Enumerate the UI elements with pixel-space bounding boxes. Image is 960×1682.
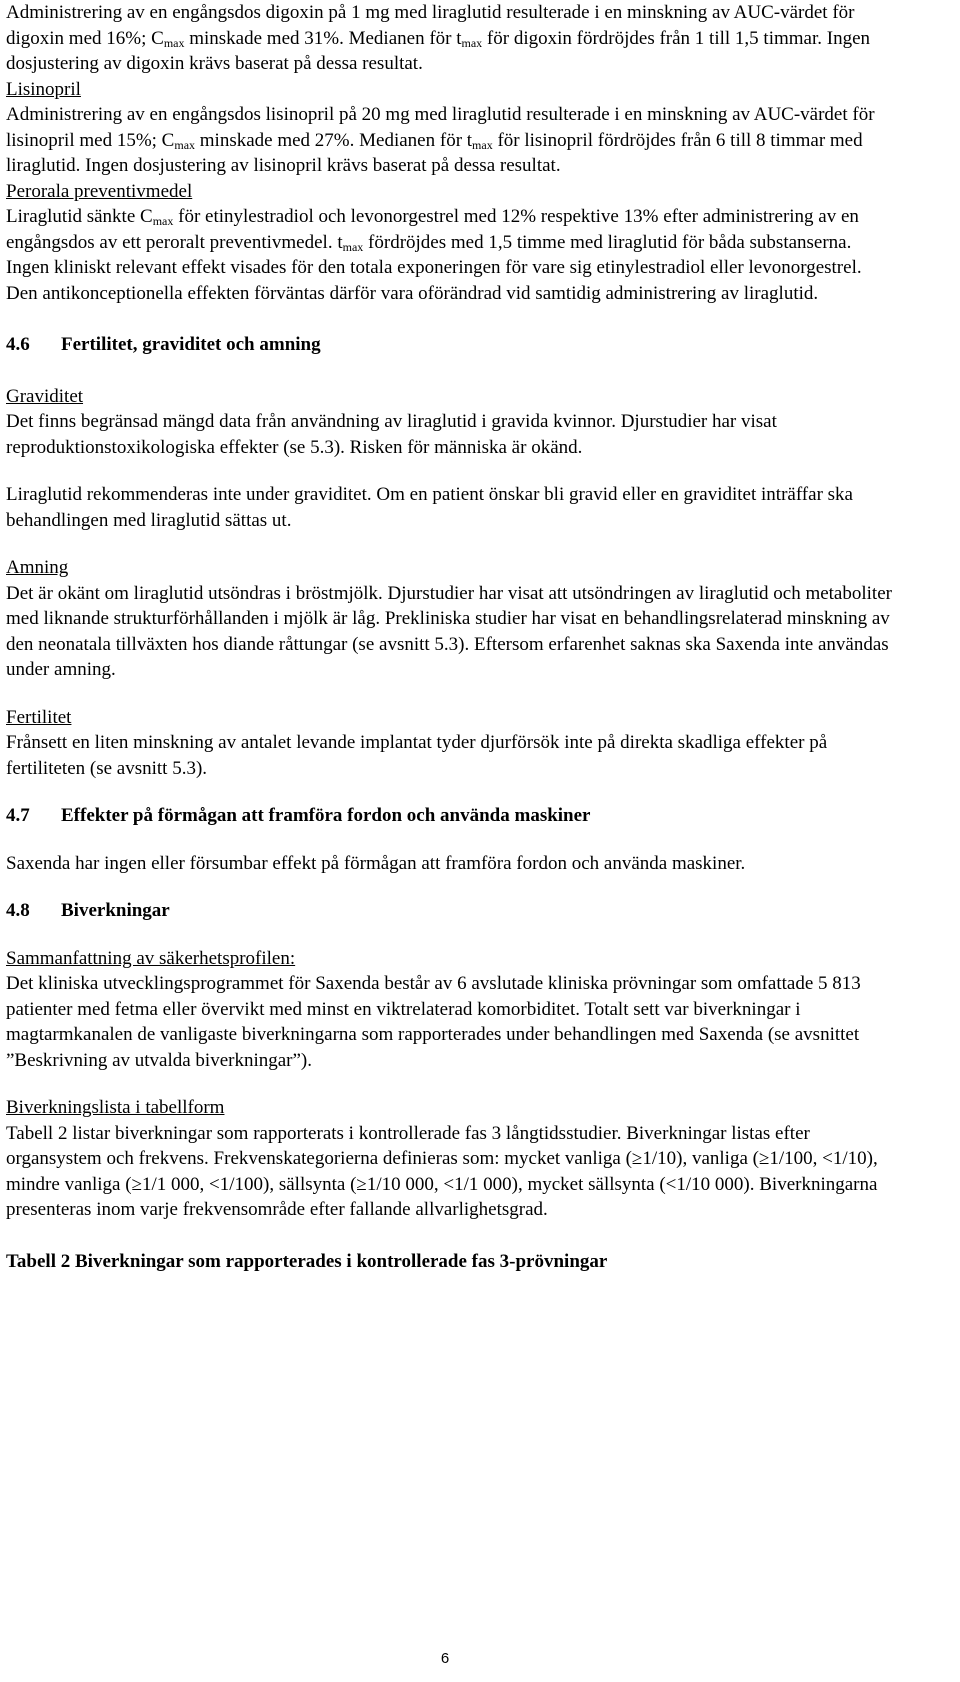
page-number: 6 xyxy=(440,1650,450,1667)
section-number: 4.8 xyxy=(6,900,30,921)
oral-contraceptives-heading: Perorala preventivmedel xyxy=(6,180,193,202)
pregnancy-paragraph-2: Liraglutid rekommenderas inte under graviditet. Om en patient önskar bli gravid eller en graviditet inträffar ska behandlingen med liraglutid sättas ut. xyxy=(6,484,853,531)
section-4-7-paragraph: Saxenda har ingen eller försumbar effekt på förmågan att framföra fordon och använda maskiner. xyxy=(6,852,746,874)
table-2-title: Tabell 2 Biverkningar som rapporterades i kontrollerade fas 3-prövningar xyxy=(6,1250,608,1272)
lisinopril-paragraph: Administrering av en engångsdos lisinopril på 20 mg med liraglutid resulterade i en minskning av AUC-värdet för lisinopril med 15%; $C_{max}$ minskade med 27%. Medianen för $t_{max}$ för lisinopril fördröjdes från 6 till 8 timmar med liraglutid. Ingen dosjustering av lisinopril krävs baserat på dessa resultat. xyxy=(6,104,875,176)
lactation-heading: Amning xyxy=(6,557,69,578)
adverse-reactions-list-paragraph: Tabell 2 listar biverkningar som rapporterats i kontrollerade fas 3 långtidsstudier. Biverkningar listas efter organsystem och frekvens. Frekvenskategorierna definieras som: mycket vanliga (≥1/10), vanliga (≥1/100, <1/10), mindre vanliga (≥1/1 000, <1/100), sällsynta (≥1/10 000, <1/1 000), mycket sällsynta (<1/10 000). Biverkningarna presenteras inom varje frekvensområde efter fallande allvarlighetsgrad. xyxy=(6,1122,878,1220)
pregnancy-paragraph-1: Det finns begränsad mängd data från användning av liraglutid i gravida kvinnor. Djurstudier har visat reproduktionstoxikologiska effekter (se 5.3). Risken för människa är okänd. xyxy=(6,411,777,458)
section-4-6-heading xyxy=(6,332,896,358)
adverse-reactions-list-heading: Biverkningslista i tabellform xyxy=(6,1097,225,1118)
section-title: Fertilitet, graviditet och amning xyxy=(61,334,321,355)
safety-summary-heading: Sammanfattning av säkerhetsprofilen: xyxy=(6,947,296,969)
fertility-heading: Fertilitet xyxy=(6,706,72,728)
oral-contraceptives-paragraph: Liraglutid sänkte $C_{max}$ för etinylestradiol och levonorgestrel med 12% respektive 13% efter administrering av en engångsdos av ett peroralt preventivmedel. $t_{max}$ fördröjdes med 1,5 timme med liraglutid för båda substanserna. Ingen kliniskt relevant effekt visades för den totala exponeringen för vare sig etinylestradiol eller levonorgestrel. Den antikonceptionella effekten förväntas därför vara oförändrad vid samtidig administrering av liraglutid. xyxy=(6,206,862,304)
safety-summary-paragraph: Det kliniska utvecklingsprogrammet för Saxenda består av 6 avslutade kliniska prövningar som omfattade 5 813 patienter med fetma eller övervikt med minst en viktrelaterad komorbiditet. Totalt sett var biverkningar i magtarmkanalen de vanligaste biverkningarna som rapporterades under behandlingen med Saxenda (se avsnittet ”Beskrivning av utvalda biverkningar”). xyxy=(6,973,861,1071)
fertility-paragraph: Frånsett en liten minskning av antalet levande implantat tyder djurförsök inte på direkta skadliga effekter på fertiliteten (se avsnitt 5.3). xyxy=(6,732,828,779)
section-number: 4.6 xyxy=(6,334,30,355)
document-page xyxy=(6,0,896,1274)
section-4-7-heading xyxy=(6,803,896,829)
section-number: 4.7 xyxy=(6,805,30,826)
lactation-paragraph: Det är okänt om liraglutid utsöndras i bröstmjölk. Djurstudier har visat att utsöndringen av liraglutid och metaboliter med liknande strukturförhållanden i mjölk är låg. Prekliniska studier har visat en behandlingsrelaterad minskning av den neonatala tillväxten hos diande råttungar (se avsnitt 5.3). Eftersom erfarenhet saknas ska Saxenda inte användas under amning. xyxy=(6,582,892,680)
pregnancy-heading: Graviditet xyxy=(6,385,84,407)
section-title: Biverkningar xyxy=(61,900,170,921)
section-title: Effekter på förmågan att framföra fordon och använda maskiner xyxy=(61,805,591,826)
lisinopril-heading: Lisinopril xyxy=(6,78,81,100)
digoxin-paragraph: Administrering av en engångsdos digoxin på 1 mg med liraglutid resulterade i en minskning av AUC-värdet för digoxin med 16%; $C_{max}$ minskade med 31%. Medianen för $t_{max}$ för digoxin fördröjdes från 1 till 1,5 timmar. Ingen dosjustering av digoxin krävs baserat på dessa resultat. xyxy=(6,2,871,74)
section-4-8-heading xyxy=(6,898,896,924)
